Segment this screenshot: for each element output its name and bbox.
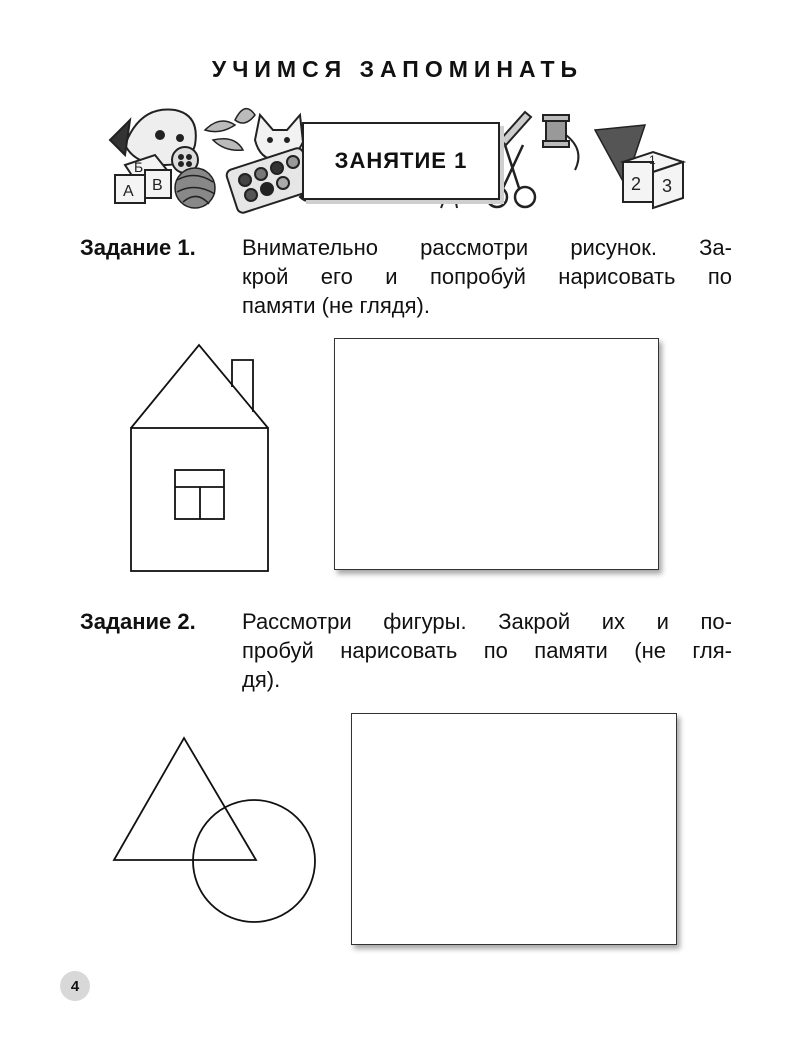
instruction-line: крой его и попробуй нарисовать по: [242, 264, 732, 289]
instruction-line: памяти (не глядя).: [242, 293, 430, 318]
task-label: Задание 2.: [80, 609, 196, 634]
block-letter: Б: [134, 159, 144, 175]
house-chimney: [232, 360, 253, 412]
pencil-icon: [500, 112, 531, 145]
block-letter: В: [152, 177, 163, 194]
task-label: Задание 1.: [80, 235, 196, 260]
task-instructions: [242, 607, 732, 694]
instruction-line: Рассмотри фигуры. Закрой их и по-: [242, 609, 732, 634]
drawing-area-2[interactable]: [351, 713, 677, 945]
number-block-icon: [623, 152, 683, 208]
circle-shape: [193, 800, 315, 922]
triangle-shape: [114, 738, 256, 860]
lesson-heading: ЗАНЯТИЕ 1: [302, 122, 500, 200]
block-number: 1: [649, 153, 656, 167]
instruction-line: Внимательно рассмотри рисунок. За-: [242, 235, 732, 260]
house-icon: [128, 342, 273, 574]
leaves-icon: [205, 109, 255, 151]
yarn-ball-icon: [175, 168, 215, 208]
page-title: УЧИМСЯ ЗАПОМИНАТЬ: [211, 56, 584, 82]
triangle-circle-icon: [110, 735, 320, 925]
instruction-line: пробуй нарисовать по памяти (не гля-: [242, 638, 732, 663]
block-letter: А: [123, 183, 134, 200]
house-roof: [131, 345, 268, 428]
drawing-area-1[interactable]: [334, 338, 659, 570]
instruction-line: дя).: [242, 667, 281, 692]
task-instructions: [242, 233, 732, 320]
block-number: 2: [631, 174, 642, 194]
thread-spool-icon: [543, 115, 578, 170]
block-number: 3: [662, 176, 673, 196]
page-number: 4: [60, 971, 90, 1001]
